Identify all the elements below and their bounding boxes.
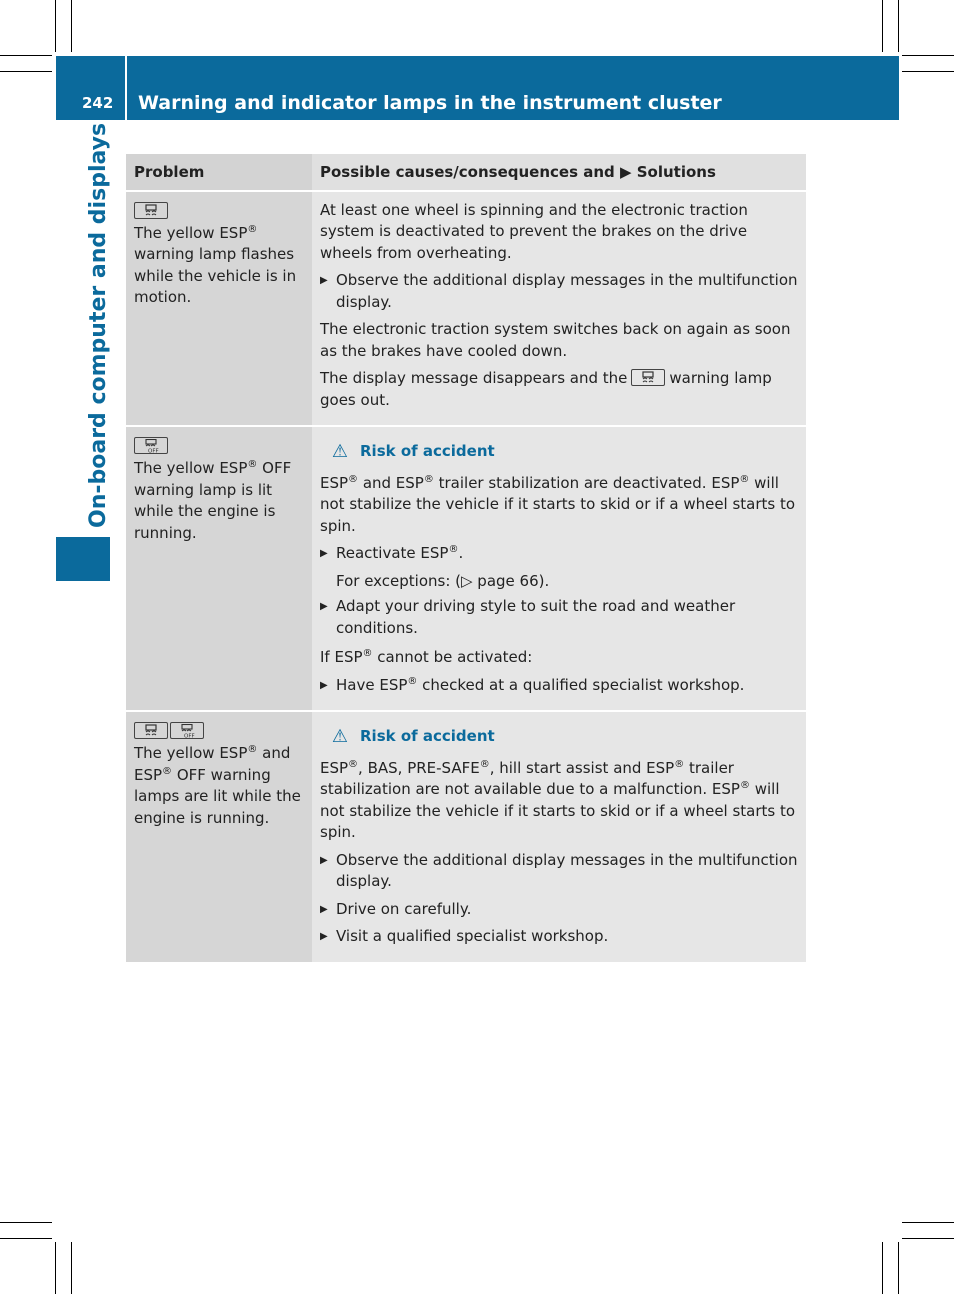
crop-mark	[882, 0, 883, 52]
registered-mark: ®	[348, 473, 359, 485]
warning-heading	[320, 726, 798, 748]
warning-triangle-icon: ⚠	[331, 441, 349, 462]
info-text-part: warning lamp goes out.	[320, 369, 772, 409]
step-arrow-icon: ▶	[320, 679, 328, 691]
step-arrow-icon: ▶	[320, 601, 328, 612]
step-arrow-icon: ▶	[320, 854, 328, 866]
info-text: The electronic traction system switches back on again as soon as the brakes have cooled down.	[320, 320, 791, 360]
problem-text: OFF warning lamps are lit while the engine is running.	[134, 765, 301, 827]
crop-mark	[902, 1238, 954, 1239]
step-text: Observe the additional display messages in the multifunction display.	[336, 850, 798, 890]
solution-cell	[312, 427, 806, 710]
registered-mark: ®	[674, 758, 685, 770]
step-text: Adapt your driving style to suit the road and weather conditions.	[336, 597, 736, 637]
esp-lamp-icon	[134, 202, 168, 219]
registered-mark: ®	[247, 459, 258, 470]
esp-lamp-icon	[134, 722, 168, 739]
registered-mark: ®	[362, 648, 373, 659]
problem-cell	[126, 712, 312, 962]
solution-step	[320, 850, 798, 893]
column-header-problem: Problem	[126, 154, 312, 190]
problem-text: and ESP	[134, 744, 291, 784]
crop-mark	[0, 71, 52, 72]
registered-mark: ®	[247, 744, 258, 755]
table-row	[126, 710, 806, 962]
cause-text-part: , BAS, PRE-SAFE	[358, 758, 480, 777]
problem-text: The yellow ESP	[134, 459, 248, 477]
crop-mark	[902, 55, 954, 56]
svg-text:OFF: OFF	[148, 448, 159, 453]
solution-step	[320, 926, 798, 948]
info-text	[320, 368, 798, 411]
info-text-part: The display message disappears and the	[320, 369, 628, 387]
cause-text-part: will not stabilize the vehicle if it starts to skid or if a wheel starts to spin.	[320, 780, 796, 841]
step-text: Drive on carefully.	[336, 899, 472, 918]
solution-cell	[312, 192, 806, 426]
problem-text: OFF warning lamp is lit while the engine is running.	[134, 459, 292, 542]
cause-text	[320, 473, 798, 538]
cause-text-part: will not stabilize the vehicle if it starts to skid or if a wheel starts to spin.	[320, 473, 796, 535]
step-text: Have ESP	[336, 675, 408, 694]
problem-text: The yellow ESP	[134, 223, 248, 242]
crop-mark	[71, 0, 72, 52]
step-text: checked at a qualified specialist workshop.	[417, 675, 745, 694]
registered-mark: ®	[423, 473, 434, 485]
header-divider	[125, 56, 127, 120]
crop-mark	[898, 1242, 899, 1294]
step-arrow-icon: ▶	[320, 903, 328, 915]
warning-label: Risk of accident	[360, 442, 495, 460]
registered-mark: ®	[479, 758, 490, 770]
warning-label: Risk of accident	[360, 727, 495, 745]
warning-heading	[320, 441, 798, 463]
page-reference[interactable]: For exceptions: (▷ page 66).	[336, 571, 550, 590]
svg-text:OFF: OFF	[184, 733, 195, 738]
page-title: Warning and indicator lamps in the instrument cluster	[138, 92, 722, 114]
registered-mark: ®	[448, 544, 459, 555]
cause-text-part: ESP	[320, 758, 349, 777]
esp-lamp-icon	[631, 369, 665, 386]
registered-mark: ®	[348, 758, 359, 770]
registered-mark: ®	[407, 675, 418, 687]
warning-triangle-icon: ⚠	[331, 726, 349, 747]
crop-mark	[902, 71, 954, 72]
problem-cell	[126, 192, 312, 426]
step-text: .	[458, 544, 464, 562]
solution-cell	[312, 712, 806, 962]
crop-mark	[0, 55, 52, 56]
solution-step	[320, 543, 798, 565]
crop-mark	[55, 0, 56, 52]
cause-text: At least one wheel is spinning and the electronic traction system is deactivated to prevent the brakes on the drive wheels from overheating.	[320, 200, 748, 262]
page-number: 242	[82, 94, 114, 112]
page-header	[56, 56, 899, 120]
column-header-solutions: Possible causes/consequences and ▶ Solutions	[312, 154, 806, 190]
table-row	[126, 190, 806, 426]
step-arrow-icon: ▶	[320, 931, 328, 942]
step-text: Reactivate ESP	[336, 544, 449, 562]
crop-mark	[0, 1222, 52, 1223]
info-text-part: If ESP	[320, 648, 363, 666]
table-row	[126, 425, 806, 710]
step-text: Observe the additional display messages in the multifunction display.	[336, 271, 798, 311]
chapter-label: On-board computer and displays	[86, 122, 111, 528]
cause-text	[320, 758, 798, 844]
registered-mark: ®	[162, 765, 173, 777]
problem-text: warning lamp flashes while the vehicle is in motion.	[134, 245, 297, 306]
esp-off-lamp-icon	[134, 437, 168, 454]
registered-mark: ®	[739, 473, 750, 485]
info-text-part: cannot be activated:	[372, 648, 533, 666]
table-header-row	[126, 154, 806, 190]
problem-cell	[126, 427, 312, 710]
cause-text-part: trailer stabilization are deactivated. ESP	[433, 473, 740, 492]
crop-mark	[898, 0, 899, 52]
registered-mark: ®	[247, 223, 258, 235]
cause-text-part: and ESP	[358, 473, 424, 492]
solution-step	[320, 899, 798, 921]
crop-mark	[0, 1238, 52, 1239]
cause-text-part: trailer stabilization are not available due to a malfunction. ESP	[320, 758, 740, 798]
chapter-tab	[56, 537, 110, 581]
crop-mark	[71, 1242, 72, 1294]
info-text	[320, 647, 798, 669]
step-arrow-icon: ▶	[320, 548, 328, 559]
crop-mark	[882, 1242, 883, 1294]
cause-text-part: , hill start assist and ESP	[489, 758, 675, 777]
registered-mark: ®	[739, 780, 750, 791]
crop-mark	[55, 1242, 56, 1294]
solution-step	[320, 675, 798, 697]
problem-text: The yellow ESP	[134, 744, 248, 762]
esp-off-lamp-icon	[170, 722, 204, 739]
solution-step	[320, 270, 798, 313]
step-text: Visit a qualified specialist workshop.	[336, 927, 609, 945]
crop-mark	[902, 1222, 954, 1223]
step-arrow-icon: ▶	[320, 275, 328, 286]
cause-text-part: ESP	[320, 473, 349, 492]
solution-step	[320, 596, 798, 639]
problem-table	[126, 154, 806, 962]
